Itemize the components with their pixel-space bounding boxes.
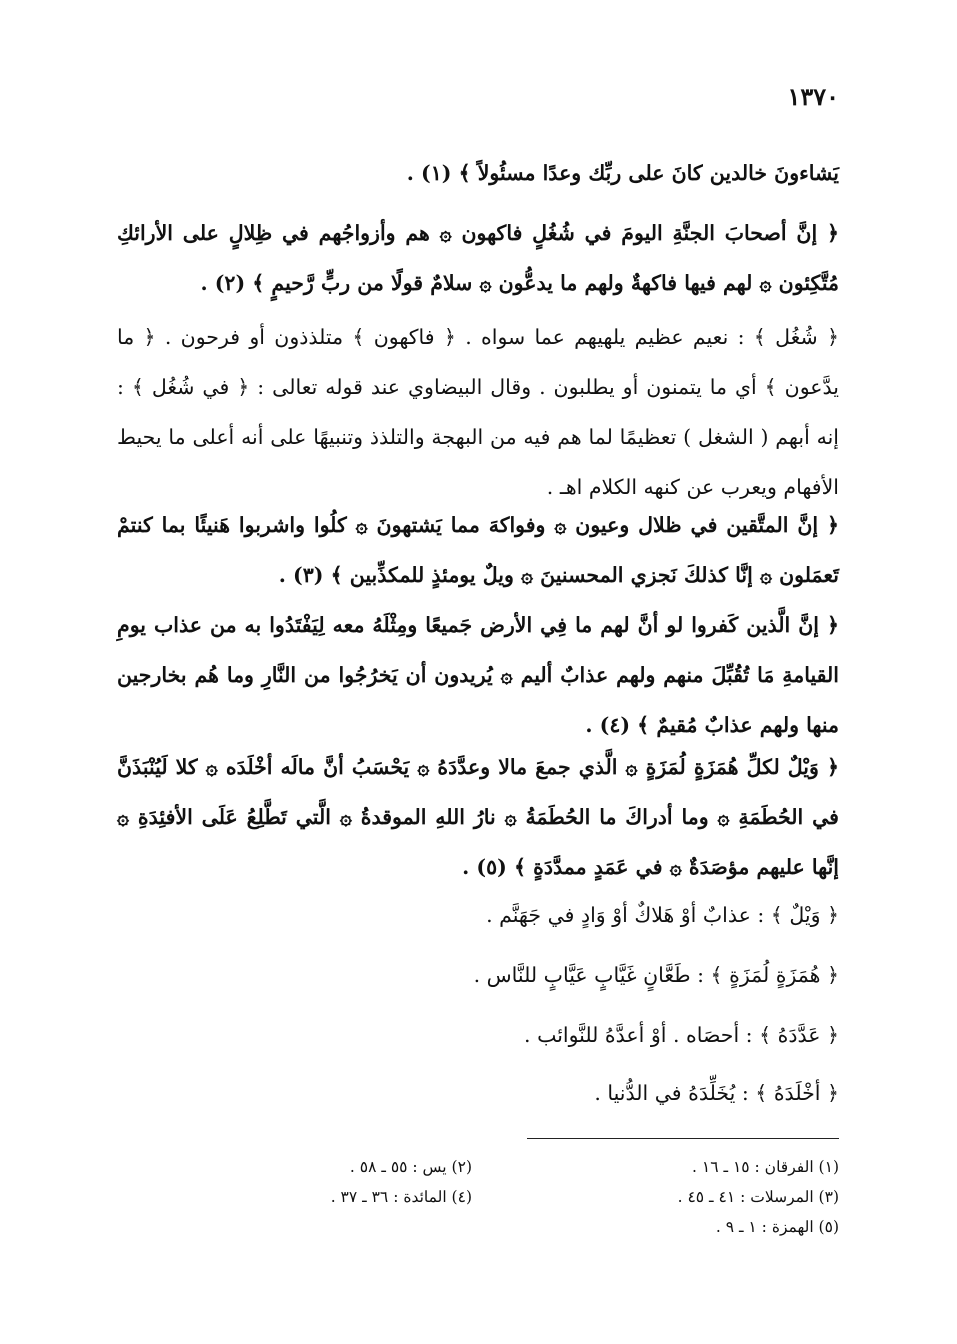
footnote: (٥) الهمزة : ١ ـ ٩ . — [715, 1218, 839, 1236]
quran-verse-paragraph: ﴿ إنَّ الَّذين كَفروا لو أنَّ لهم ما فِي الأرض جَميعًا ومِثْلَهُ معه لِيَفْتَدُوا به من عذاب يومِ القيامةِ مَا تُقُبِّلَ منهم ولهم عذابٌ أليم ۞ يُريدون أن يَخرُجُوا من النَّارِ وما هُم بخارجين منها ولهم عذابٌ مُقيمٌ ﴾ (٤) . — [117, 613, 839, 737]
definition-line: ﴿ هُمَزَةٍ لُمَزَةٍ ﴾ : طَعَّانٍ غَيَّابٍ عَيَّابٍ للنَّاس . — [473, 963, 839, 987]
quran-verse-paragraph: يَشاءونَ خالدين كانَ على ربِّك وعدًا مسئُولاً ﴾ (١) . — [406, 161, 839, 185]
quran-verse-paragraph: ﴿ إنَّ المتَّقين في ظلال وعيون ۞ وفواكهَ مما يَشتهونَ ۞ كلُوا واشربوا هَنيئًا بما كنتمْ تَعمَلون ۞ إنَّا كذلكَ نَجزي المحسنينَ ۞ ويلٌ يومئذٍ للمكذِّبين ﴾ (٣) . — [117, 513, 839, 587]
quran-verse-paragraph: ﴿ وَيْلٌ لكلِّ هُمَزَةٍ لُمَزَةٍ ۞ الَّذي جمعَ مالا وعدَّدَهُ ۞ يَحْسَبُ أنَّ مالَه أخْلَدَه ۞ كلا لَيُنْبَذَنَّ في الحُطَمَةِ ۞ وما أدراكَ ما الحُطَمَةُ ۞ نارُ اللهِ الموقدةُ ۞ الَّتي تَطَّلِعُ عَلَى الأفئِدَةِ ۞ إنَّها عليهم مؤصَدَةٌ ۞ في عَمَدٍ ممدَّدَةٍ ﴾ (٥) . — [117, 755, 839, 879]
footnote: (٢) يس : ٥٥ ـ ٥٨ . — [349, 1158, 472, 1176]
commentary-paragraph: ﴿ شُغُل ﴾ : نعيم عظيم يلهيهم عما سواه . ﴿ فاكهون ﴾ متلذذون أو فرحون . ﴿ ما يدَّعون ﴾ أي ما يتمنون أو يطلبون . وقال البيضاوي عند قوله تعالى : ﴿ في شُغُل ﴾ : إنه أبهم ( الشغل ) تعظيمًا لما هم فيه من البهجة والتلذذ وتنبيهًا على أنه أعلى ما يحيط الأفهام ويعرب عن كنهه الكلام اهـ . — [117, 325, 839, 499]
definition-line: ﴿ وَيْلٌ ﴾ : عذابٌ أوْ هَلاكٌ أوْ وَادٍ في جَهَنَّم . — [486, 903, 839, 927]
footnote: (٣) المرسلات : ٤١ ـ ٤٥ . — [677, 1188, 839, 1206]
definition-line: ﴿ أخْلَدَهُ ﴾ : يُخَلِّدَهُ في الدُّنيا . — [594, 1081, 839, 1105]
footnote: (٤) المائدة : ٣٦ ـ ٣٧ . — [330, 1188, 472, 1206]
footnote-divider — [527, 1138, 839, 1139]
footnote: (١) الفرقان : ١٥ ـ ١٦ . — [692, 1158, 839, 1176]
page-number: ١٣٧٠ — [787, 82, 839, 111]
definition-line: ﴿ عَدَّدَهُ ﴾ : أحصَاه . أوْ أعدَّهُ للنَّوائب . — [524, 1023, 839, 1047]
quran-verse-paragraph: ﴿ إنَّ أصحابَ الجنَّةِ اليومَ في شُغُلٍ فاكهون ۞ هم وأزواجُهم في ظِلالٍ على الأرائكِ مُتَّكِئون ۞ لهم فيها فاكهةٌ ولهم ما يدعُّون ۞ سلامٌ قولًا من ربٍّ رَّحيمٍ ﴾ (٢) . — [117, 221, 839, 295]
